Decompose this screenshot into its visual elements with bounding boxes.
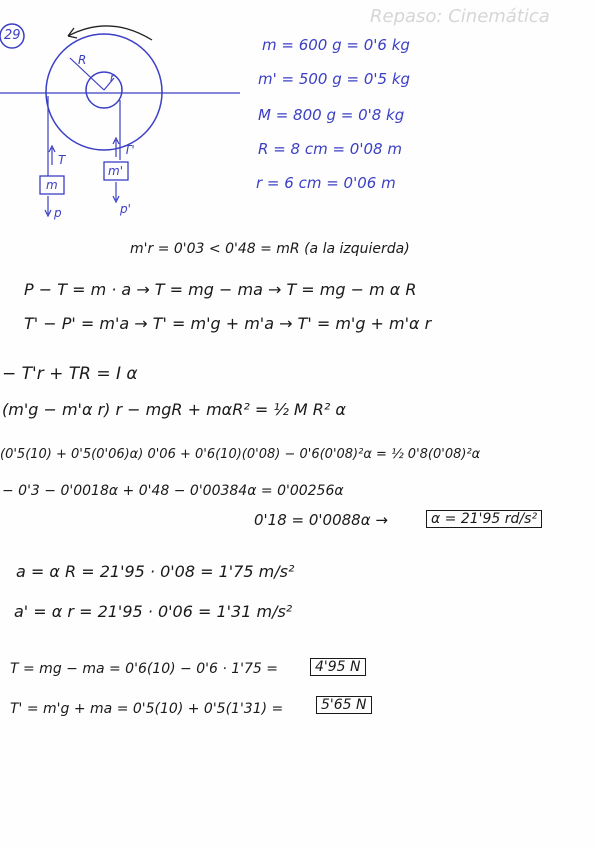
tension-T-prime-result: 5'65 N	[316, 696, 372, 714]
torque-comparison: m'r = 0'03 < 0'48 = mR (a la izquierda)	[130, 241, 410, 257]
diagram-label-m: m	[46, 178, 58, 192]
diagram-label-p-prime: p'	[120, 202, 131, 216]
diagram-label-m-prime: m'	[108, 164, 123, 178]
equation-4: (m'g − m'α r) r − mgR + mαR² = ½ M R² α	[2, 400, 346, 419]
equation-8: a = α R = 21'95 · 0'08 = 1'75 m/s²	[16, 562, 295, 581]
tension-T-result: 4'95 N	[310, 658, 366, 676]
equation-5: (0'5(10) + 0'5(0'06)α) 0'06 + 0'6(10)(0'08) − 0'6(0'08)²α = ½ 0'8(0'08)²α	[0, 447, 481, 462]
equation-7: 0'18 = 0'0088α →	[254, 511, 388, 529]
equation-6: − 0'3 − 0'0018α + 0'48 − 0'00384α = 0'00256α	[2, 483, 344, 499]
equation-10: T = mg − ma = 0'6(10) − 0'6 · 1'75 =	[10, 661, 278, 677]
diagram-label-T-prime: T'	[124, 143, 135, 157]
given-m-prime: m' = 500 g = 0'5 kg	[258, 70, 411, 88]
given-R: R = 8 cm = 0'08 m	[258, 140, 402, 158]
rotation-arrow	[68, 26, 152, 40]
equation-9: a' = α r = 21'95 · 0'06 = 1'31 m/s²	[14, 602, 293, 621]
diagram-label-R: R	[78, 53, 87, 67]
angular-acceleration-result: α = 21'95 rd/s²	[426, 510, 542, 528]
equation-11: T' = m'g + ma = 0'5(10) + 0'5(1'31) =	[10, 701, 284, 717]
diagram-label-r: r	[110, 71, 115, 84]
outer-pulley	[46, 34, 162, 150]
given-m: m = 600 g = 0'6 kg	[262, 36, 410, 54]
equation-2: T' − P' = m'a → T' = m'g + m'a → T' = m'g + m'α r	[24, 314, 432, 333]
diagram-label-T: T	[58, 153, 66, 167]
problem-number: 29	[4, 28, 21, 43]
diagram-label-p: p	[54, 206, 62, 220]
equation-3: − T'r + TR = I α	[2, 364, 138, 384]
given-M: M = 800 g = 0'8 kg	[258, 106, 405, 124]
watermark-text: Repaso: Cinemática	[370, 6, 550, 27]
given-r: r = 6 cm = 0'06 m	[256, 174, 396, 192]
equation-1: P − T = m · a → T = mg − ma → T = mg − m α R	[24, 280, 417, 299]
